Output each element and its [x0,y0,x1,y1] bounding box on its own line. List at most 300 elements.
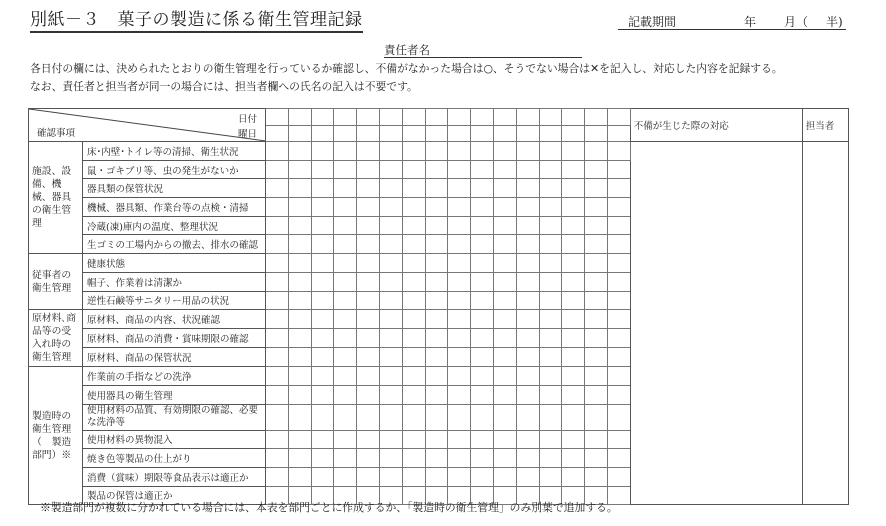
weekday-cell[interactable] [539,125,562,142]
check-mark-cell[interactable] [425,272,448,291]
date-cell[interactable] [516,109,539,126]
check-mark-cell[interactable] [585,272,608,291]
check-mark-cell[interactable] [266,310,289,329]
check-mark-cell[interactable] [448,310,471,329]
check-mark-cell[interactable] [311,310,334,329]
weekday-cell[interactable] [425,125,448,142]
date-cell[interactable] [539,109,562,126]
check-mark-cell[interactable] [288,160,311,179]
check-mark-cell[interactable] [266,291,289,310]
check-mark-cell[interactable] [585,310,608,329]
check-mark-cell[interactable] [311,348,334,367]
check-mark-cell[interactable] [516,160,539,179]
check-mark-cell[interactable] [357,216,380,235]
check-mark-cell[interactable] [539,142,562,161]
check-mark-cell[interactable] [539,179,562,198]
check-mark-cell[interactable] [402,179,425,198]
check-mark-cell[interactable] [425,216,448,235]
check-mark-cell[interactable] [471,404,494,430]
check-mark-cell[interactable] [448,449,471,468]
check-mark-cell[interactable] [539,385,562,404]
check-mark-cell[interactable] [334,160,357,179]
check-mark-cell[interactable] [585,142,608,161]
check-mark-cell[interactable] [379,348,402,367]
check-mark-cell[interactable] [607,160,630,179]
check-mark-cell[interactable] [562,404,585,430]
check-mark-cell[interactable] [288,329,311,348]
check-mark-cell[interactable] [493,291,516,310]
check-mark-cell[interactable] [288,367,311,386]
check-mark-cell[interactable] [585,348,608,367]
check-mark-cell[interactable] [334,385,357,404]
check-mark-cell[interactable] [357,367,380,386]
check-mark-cell[interactable] [607,310,630,329]
check-mark-cell[interactable] [266,348,289,367]
check-mark-cell[interactable] [425,467,448,486]
check-mark-cell[interactable] [585,329,608,348]
check-mark-cell[interactable] [539,198,562,217]
check-mark-cell[interactable] [607,216,630,235]
weekday-cell[interactable] [562,125,585,142]
check-mark-cell[interactable] [448,142,471,161]
check-mark-cell[interactable] [562,179,585,198]
check-mark-cell[interactable] [493,272,516,291]
check-mark-cell[interactable] [562,385,585,404]
check-mark-cell[interactable] [425,198,448,217]
check-mark-cell[interactable] [448,467,471,486]
check-mark-cell[interactable] [334,272,357,291]
check-mark-cell[interactable] [334,430,357,449]
check-mark-cell[interactable] [562,367,585,386]
check-mark-cell[interactable] [288,310,311,329]
check-mark-cell[interactable] [493,160,516,179]
check-mark-cell[interactable] [516,179,539,198]
check-mark-cell[interactable] [334,310,357,329]
weekday-cell[interactable] [357,125,380,142]
date-cell[interactable] [311,109,334,126]
date-cell[interactable] [288,109,311,126]
check-mark-cell[interactable] [562,449,585,468]
check-mark-cell[interactable] [493,179,516,198]
check-mark-cell[interactable] [334,235,357,254]
check-mark-cell[interactable] [334,367,357,386]
check-mark-cell[interactable] [448,235,471,254]
check-mark-cell[interactable] [266,254,289,273]
check-mark-cell[interactable] [266,467,289,486]
check-mark-cell[interactable] [288,348,311,367]
weekday-cell[interactable] [288,125,311,142]
check-mark-cell[interactable] [357,291,380,310]
check-mark-cell[interactable] [379,179,402,198]
check-mark-cell[interactable] [448,404,471,430]
check-mark-cell[interactable] [425,291,448,310]
check-mark-cell[interactable] [357,329,380,348]
check-mark-cell[interactable] [585,430,608,449]
check-mark-cell[interactable] [493,404,516,430]
check-mark-cell[interactable] [288,467,311,486]
check-mark-cell[interactable] [539,254,562,273]
check-mark-cell[interactable] [266,404,289,430]
check-mark-cell[interactable] [562,467,585,486]
check-mark-cell[interactable] [585,235,608,254]
check-mark-cell[interactable] [311,467,334,486]
check-mark-cell[interactable] [539,404,562,430]
check-mark-cell[interactable] [402,254,425,273]
check-mark-cell[interactable] [311,235,334,254]
check-mark-cell[interactable] [516,329,539,348]
check-mark-cell[interactable] [266,160,289,179]
date-cell[interactable] [448,109,471,126]
check-mark-cell[interactable] [379,430,402,449]
check-mark-cell[interactable] [402,449,425,468]
date-cell[interactable] [334,109,357,126]
check-mark-cell[interactable] [471,348,494,367]
check-mark-cell[interactable] [334,467,357,486]
check-mark-cell[interactable] [425,160,448,179]
check-mark-cell[interactable] [448,272,471,291]
check-mark-cell[interactable] [288,449,311,468]
check-mark-cell[interactable] [562,272,585,291]
check-mark-cell[interactable] [334,404,357,430]
check-mark-cell[interactable] [311,254,334,273]
weekday-cell[interactable] [493,125,516,142]
check-mark-cell[interactable] [516,467,539,486]
check-mark-cell[interactable] [402,367,425,386]
check-mark-cell[interactable] [288,291,311,310]
check-mark-cell[interactable] [471,385,494,404]
check-mark-cell[interactable] [516,142,539,161]
check-mark-cell[interactable] [379,467,402,486]
person-cell[interactable] [802,142,848,505]
check-mark-cell[interactable] [493,430,516,449]
check-mark-cell[interactable] [539,216,562,235]
check-mark-cell[interactable] [471,179,494,198]
check-mark-cell[interactable] [539,310,562,329]
check-mark-cell[interactable] [266,235,289,254]
check-mark-cell[interactable] [402,272,425,291]
check-mark-cell[interactable] [425,348,448,367]
check-mark-cell[interactable] [516,385,539,404]
check-mark-cell[interactable] [562,329,585,348]
check-mark-cell[interactable] [311,430,334,449]
check-mark-cell[interactable] [471,291,494,310]
check-mark-cell[interactable] [357,310,380,329]
check-mark-cell[interactable] [607,142,630,161]
check-mark-cell[interactable] [425,310,448,329]
check-mark-cell[interactable] [471,254,494,273]
check-mark-cell[interactable] [425,179,448,198]
check-mark-cell[interactable] [266,216,289,235]
weekday-cell[interactable] [471,125,494,142]
check-mark-cell[interactable] [266,329,289,348]
check-mark-cell[interactable] [493,235,516,254]
check-mark-cell[interactable] [448,430,471,449]
check-mark-cell[interactable] [402,235,425,254]
check-mark-cell[interactable] [585,198,608,217]
check-mark-cell[interactable] [311,198,334,217]
check-mark-cell[interactable] [425,385,448,404]
check-mark-cell[interactable] [448,160,471,179]
check-mark-cell[interactable] [607,348,630,367]
check-mark-cell[interactable] [562,291,585,310]
weekday-cell[interactable] [334,125,357,142]
check-mark-cell[interactable] [357,198,380,217]
check-mark-cell[interactable] [402,310,425,329]
check-mark-cell[interactable] [607,430,630,449]
check-mark-cell[interactable] [266,385,289,404]
check-mark-cell[interactable] [379,272,402,291]
weekday-cell[interactable] [448,125,471,142]
check-mark-cell[interactable] [357,449,380,468]
check-mark-cell[interactable] [562,310,585,329]
check-mark-cell[interactable] [471,198,494,217]
check-mark-cell[interactable] [607,254,630,273]
check-mark-cell[interactable] [607,385,630,404]
date-cell[interactable] [425,109,448,126]
weekday-cell[interactable] [266,125,289,142]
check-mark-cell[interactable] [516,272,539,291]
check-mark-cell[interactable] [562,142,585,161]
date-cell[interactable] [266,109,289,126]
check-mark-cell[interactable] [425,254,448,273]
weekday-cell[interactable] [379,125,402,142]
check-mark-cell[interactable] [585,467,608,486]
check-mark-cell[interactable] [334,254,357,273]
check-mark-cell[interactable] [311,216,334,235]
check-mark-cell[interactable] [379,329,402,348]
check-mark-cell[interactable] [379,235,402,254]
check-mark-cell[interactable] [493,310,516,329]
check-mark-cell[interactable] [493,198,516,217]
check-mark-cell[interactable] [493,329,516,348]
check-mark-cell[interactable] [402,430,425,449]
check-mark-cell[interactable] [585,449,608,468]
check-mark-cell[interactable] [379,216,402,235]
date-cell[interactable] [402,109,425,126]
check-mark-cell[interactable] [516,310,539,329]
check-mark-cell[interactable] [585,404,608,430]
check-mark-cell[interactable] [471,367,494,386]
date-cell[interactable] [357,109,380,126]
check-mark-cell[interactable] [539,348,562,367]
check-mark-cell[interactable] [607,291,630,310]
check-mark-cell[interactable] [516,449,539,468]
check-mark-cell[interactable] [425,142,448,161]
check-mark-cell[interactable] [448,367,471,386]
check-mark-cell[interactable] [266,198,289,217]
check-mark-cell[interactable] [402,198,425,217]
check-mark-cell[interactable] [493,348,516,367]
check-mark-cell[interactable] [585,291,608,310]
check-mark-cell[interactable] [607,467,630,486]
check-mark-cell[interactable] [311,367,334,386]
date-cell[interactable] [379,109,402,126]
check-mark-cell[interactable] [471,272,494,291]
check-mark-cell[interactable] [562,160,585,179]
check-mark-cell[interactable] [448,291,471,310]
weekday-cell[interactable] [516,125,539,142]
check-mark-cell[interactable] [585,254,608,273]
check-mark-cell[interactable] [425,329,448,348]
check-mark-cell[interactable] [448,254,471,273]
check-mark-cell[interactable] [288,235,311,254]
weekday-cell[interactable] [607,125,630,142]
weekday-cell[interactable] [402,125,425,142]
check-mark-cell[interactable] [516,254,539,273]
check-mark-cell[interactable] [266,179,289,198]
check-mark-cell[interactable] [516,198,539,217]
check-mark-cell[interactable] [448,179,471,198]
check-mark-cell[interactable] [471,216,494,235]
check-mark-cell[interactable] [288,254,311,273]
check-mark-cell[interactable] [516,367,539,386]
check-mark-cell[interactable] [266,142,289,161]
check-mark-cell[interactable] [402,142,425,161]
date-cell[interactable] [585,109,608,126]
check-mark-cell[interactable] [266,430,289,449]
check-mark-cell[interactable] [266,272,289,291]
check-mark-cell[interactable] [402,467,425,486]
weekday-cell[interactable] [311,125,334,142]
check-mark-cell[interactable] [288,385,311,404]
check-mark-cell[interactable] [288,179,311,198]
check-mark-cell[interactable] [334,216,357,235]
check-mark-cell[interactable] [471,235,494,254]
check-mark-cell[interactable] [357,235,380,254]
check-mark-cell[interactable] [379,198,402,217]
check-mark-cell[interactable] [357,385,380,404]
check-mark-cell[interactable] [585,385,608,404]
date-cell[interactable] [471,109,494,126]
check-mark-cell[interactable] [425,404,448,430]
check-mark-cell[interactable] [311,272,334,291]
check-mark-cell[interactable] [379,291,402,310]
check-mark-cell[interactable] [562,216,585,235]
check-mark-cell[interactable] [471,142,494,161]
check-mark-cell[interactable] [402,291,425,310]
check-mark-cell[interactable] [402,216,425,235]
check-mark-cell[interactable] [562,254,585,273]
check-mark-cell[interactable] [334,179,357,198]
check-mark-cell[interactable] [607,329,630,348]
check-mark-cell[interactable] [448,329,471,348]
check-mark-cell[interactable] [379,367,402,386]
check-mark-cell[interactable] [425,449,448,468]
check-mark-cell[interactable] [357,348,380,367]
check-mark-cell[interactable] [311,449,334,468]
check-mark-cell[interactable] [357,404,380,430]
response-cell[interactable] [630,142,802,505]
check-mark-cell[interactable] [585,367,608,386]
check-mark-cell[interactable] [425,430,448,449]
check-mark-cell[interactable] [379,142,402,161]
check-mark-cell[interactable] [562,235,585,254]
weekday-cell[interactable] [585,125,608,142]
check-mark-cell[interactable] [448,216,471,235]
check-mark-cell[interactable] [516,348,539,367]
check-mark-cell[interactable] [288,404,311,430]
check-mark-cell[interactable] [448,348,471,367]
check-mark-cell[interactable] [607,179,630,198]
check-mark-cell[interactable] [493,216,516,235]
check-mark-cell[interactable] [607,235,630,254]
check-mark-cell[interactable] [607,449,630,468]
check-mark-cell[interactable] [448,198,471,217]
check-mark-cell[interactable] [357,160,380,179]
check-mark-cell[interactable] [266,449,289,468]
check-mark-cell[interactable] [311,404,334,430]
check-mark-cell[interactable] [516,216,539,235]
check-mark-cell[interactable] [471,467,494,486]
check-mark-cell[interactable] [311,291,334,310]
check-mark-cell[interactable] [357,254,380,273]
check-mark-cell[interactable] [471,329,494,348]
check-mark-cell[interactable] [516,404,539,430]
date-cell[interactable] [562,109,585,126]
check-mark-cell[interactable] [379,385,402,404]
check-mark-cell[interactable] [334,449,357,468]
check-mark-cell[interactable] [516,235,539,254]
check-mark-cell[interactable] [379,310,402,329]
check-mark-cell[interactable] [402,385,425,404]
check-mark-cell[interactable] [539,367,562,386]
check-mark-cell[interactable] [357,142,380,161]
check-mark-cell[interactable] [334,329,357,348]
check-mark-cell[interactable] [357,272,380,291]
check-mark-cell[interactable] [539,235,562,254]
check-mark-cell[interactable] [425,367,448,386]
check-mark-cell[interactable] [607,198,630,217]
check-mark-cell[interactable] [425,235,448,254]
check-mark-cell[interactable] [402,160,425,179]
check-mark-cell[interactable] [402,404,425,430]
check-mark-cell[interactable] [607,367,630,386]
check-mark-cell[interactable] [448,385,471,404]
check-mark-cell[interactable] [493,449,516,468]
check-mark-cell[interactable] [539,430,562,449]
check-mark-cell[interactable] [539,272,562,291]
period-field[interactable] [618,13,846,30]
check-mark-cell[interactable] [288,198,311,217]
check-mark-cell[interactable] [585,216,608,235]
check-mark-cell[interactable] [562,198,585,217]
check-mark-cell[interactable] [471,160,494,179]
check-mark-cell[interactable] [585,179,608,198]
check-mark-cell[interactable] [539,160,562,179]
check-mark-cell[interactable] [311,329,334,348]
check-mark-cell[interactable] [539,449,562,468]
check-mark-cell[interactable] [562,430,585,449]
check-mark-cell[interactable] [334,198,357,217]
check-mark-cell[interactable] [334,291,357,310]
check-mark-cell[interactable] [266,367,289,386]
check-mark-cell[interactable] [311,160,334,179]
check-mark-cell[interactable] [493,142,516,161]
check-mark-cell[interactable] [311,385,334,404]
date-cell[interactable] [493,109,516,126]
check-mark-cell[interactable] [471,430,494,449]
check-mark-cell[interactable] [288,272,311,291]
check-mark-cell[interactable] [288,216,311,235]
responsible-person-field[interactable] [384,42,582,58]
check-mark-cell[interactable] [402,329,425,348]
check-mark-cell[interactable] [471,449,494,468]
check-mark-cell[interactable] [379,449,402,468]
check-mark-cell[interactable] [379,404,402,430]
check-mark-cell[interactable] [493,254,516,273]
check-mark-cell[interactable] [311,142,334,161]
check-mark-cell[interactable] [493,385,516,404]
